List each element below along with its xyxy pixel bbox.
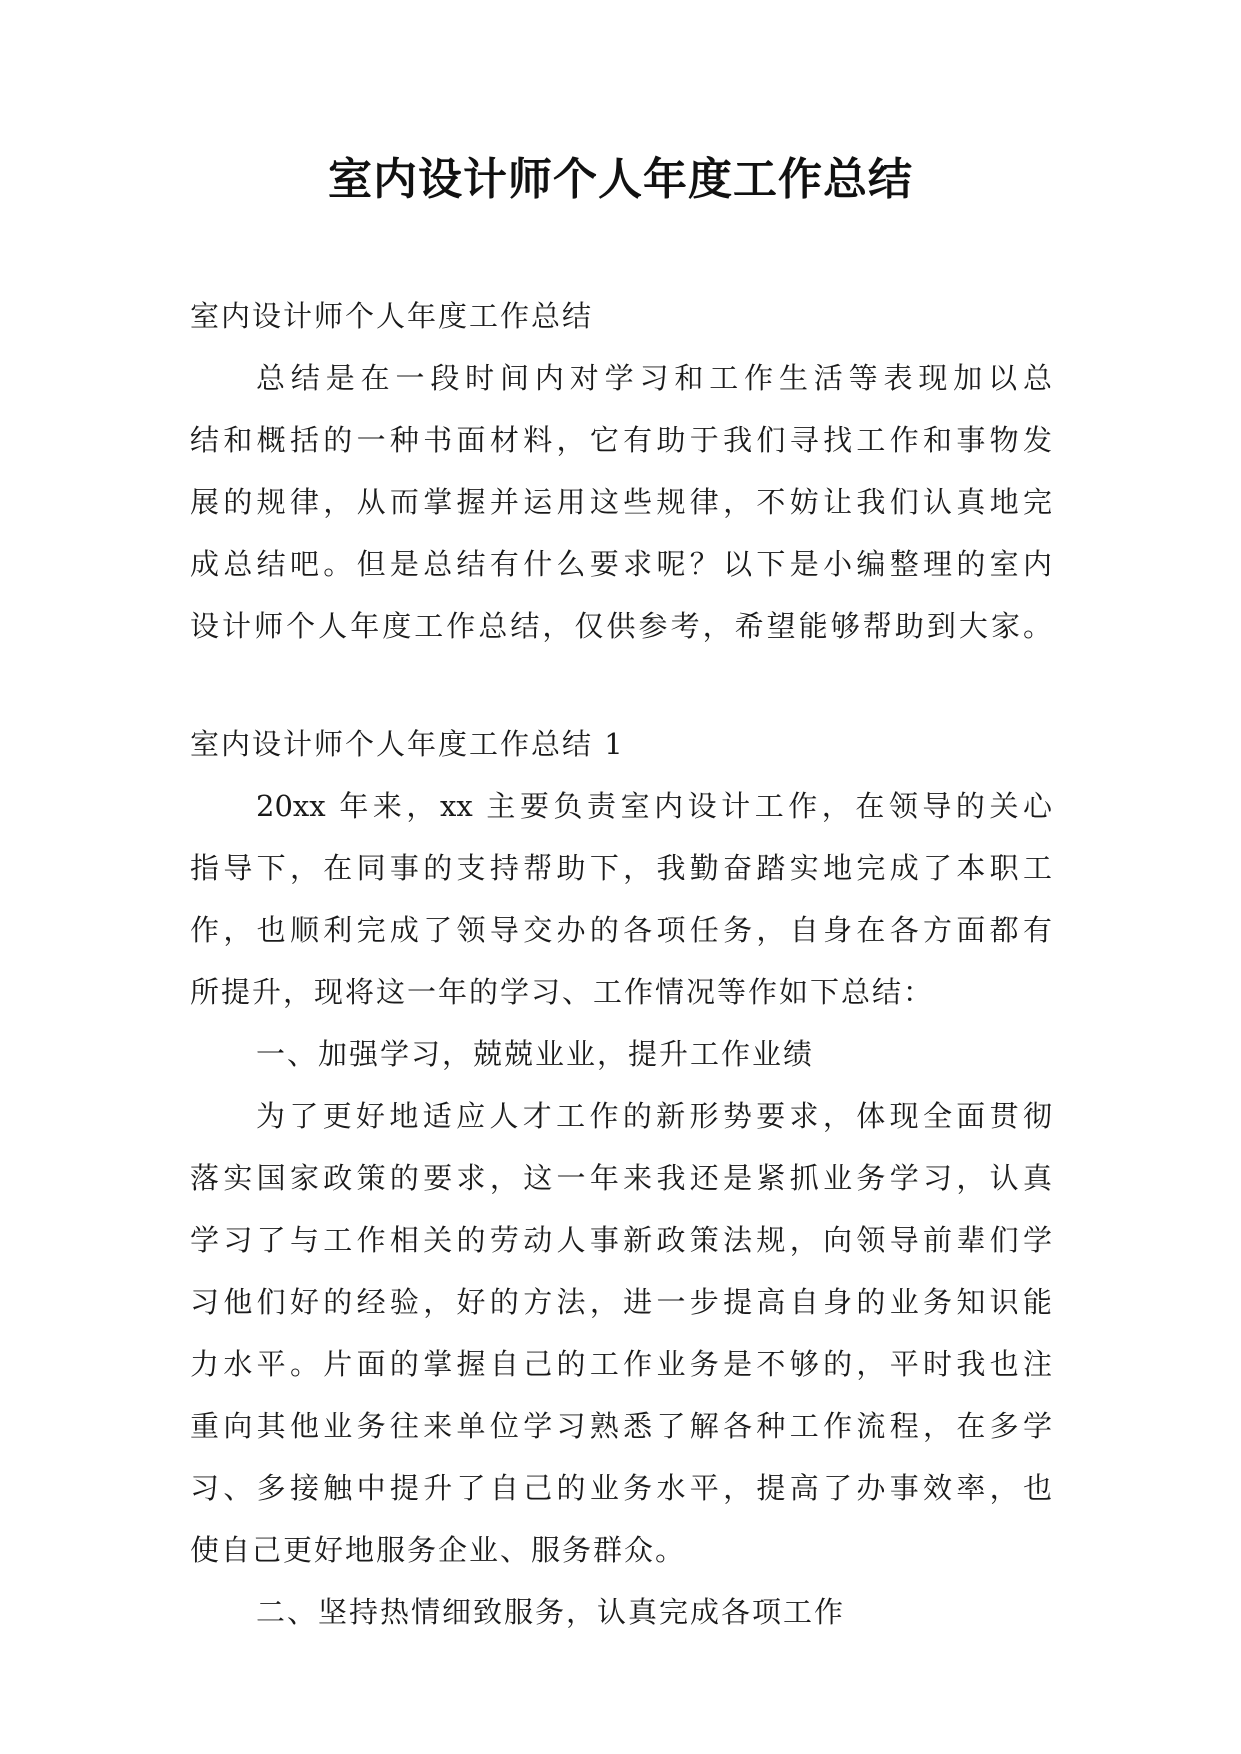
point-line: 落实国家政策的要求，这一年来我还是紧抓业务学习，认真: [190, 1161, 1052, 1195]
point-line: 力水平。片面的掌握自己的工作业务是不够的，平时我也注: [190, 1347, 1052, 1381]
document-subtitle: 室内设计师个人年度工作总结: [190, 299, 594, 333]
paragraph-gap: [190, 657, 1052, 713]
intro-line: 成总结吧。但是总结有什么要求呢？以下是小编整理的室内: [190, 547, 1052, 581]
section-line: 作，也顺利完成了领导交办的各项任务，自身在各方面都有: [190, 913, 1052, 947]
point-line: 学习了与工作相关的劳动人事新政策法规，向领导前辈们学: [190, 1223, 1052, 1257]
section-line: 指导下，在同事的支持帮助下，我勤奋踏实地完成了本职工: [190, 851, 1052, 885]
point-heading: 一、加强学习，兢兢业业，提升工作业绩: [256, 1037, 815, 1071]
document-title: 室内设计师个人年度工作总结: [328, 154, 913, 205]
point-line: 重向其他业务往来单位学习熟悉了解各种工作流程，在多学: [190, 1409, 1052, 1443]
section-line: 所提升，现将这一年的学习、工作情况等作如下总结：: [190, 975, 935, 1009]
intro-line: 设计师个人年度工作总结，仅供参考，希望能够帮助到大家。: [190, 609, 1052, 643]
intro-line: 展的规律，从而掌握并运用这些规律，不妨让我们认真地完: [190, 485, 1052, 519]
point-line: 习他们好的经验，好的方法，进一步提高自身的业务知识能: [190, 1285, 1052, 1319]
point-line: 为了更好地适应人才工作的新形势要求，体现全面贯彻: [256, 1099, 1052, 1133]
document-body: [190, 285, 1052, 1643]
section-line: 20xx 年来，xx 主要负责室内设计工作，在领导的关心: [256, 789, 1052, 823]
section-heading: 室内设计师个人年度工作总结 1: [190, 727, 625, 761]
point-heading: 二、坚持热情细致服务，认真完成各项工作: [256, 1595, 846, 1629]
point-line: 使自己更好地服务企业、服务群众。: [190, 1533, 687, 1567]
point-line: 习、多接触中提升了自己的业务水平，提高了办事效率，也: [190, 1471, 1052, 1505]
intro-line: 结和概括的一种书面材料，它有助于我们寻找工作和事物发: [190, 423, 1052, 457]
intro-line: 总结是在一段时间内对学习和工作生活等表现加以总: [256, 361, 1052, 395]
